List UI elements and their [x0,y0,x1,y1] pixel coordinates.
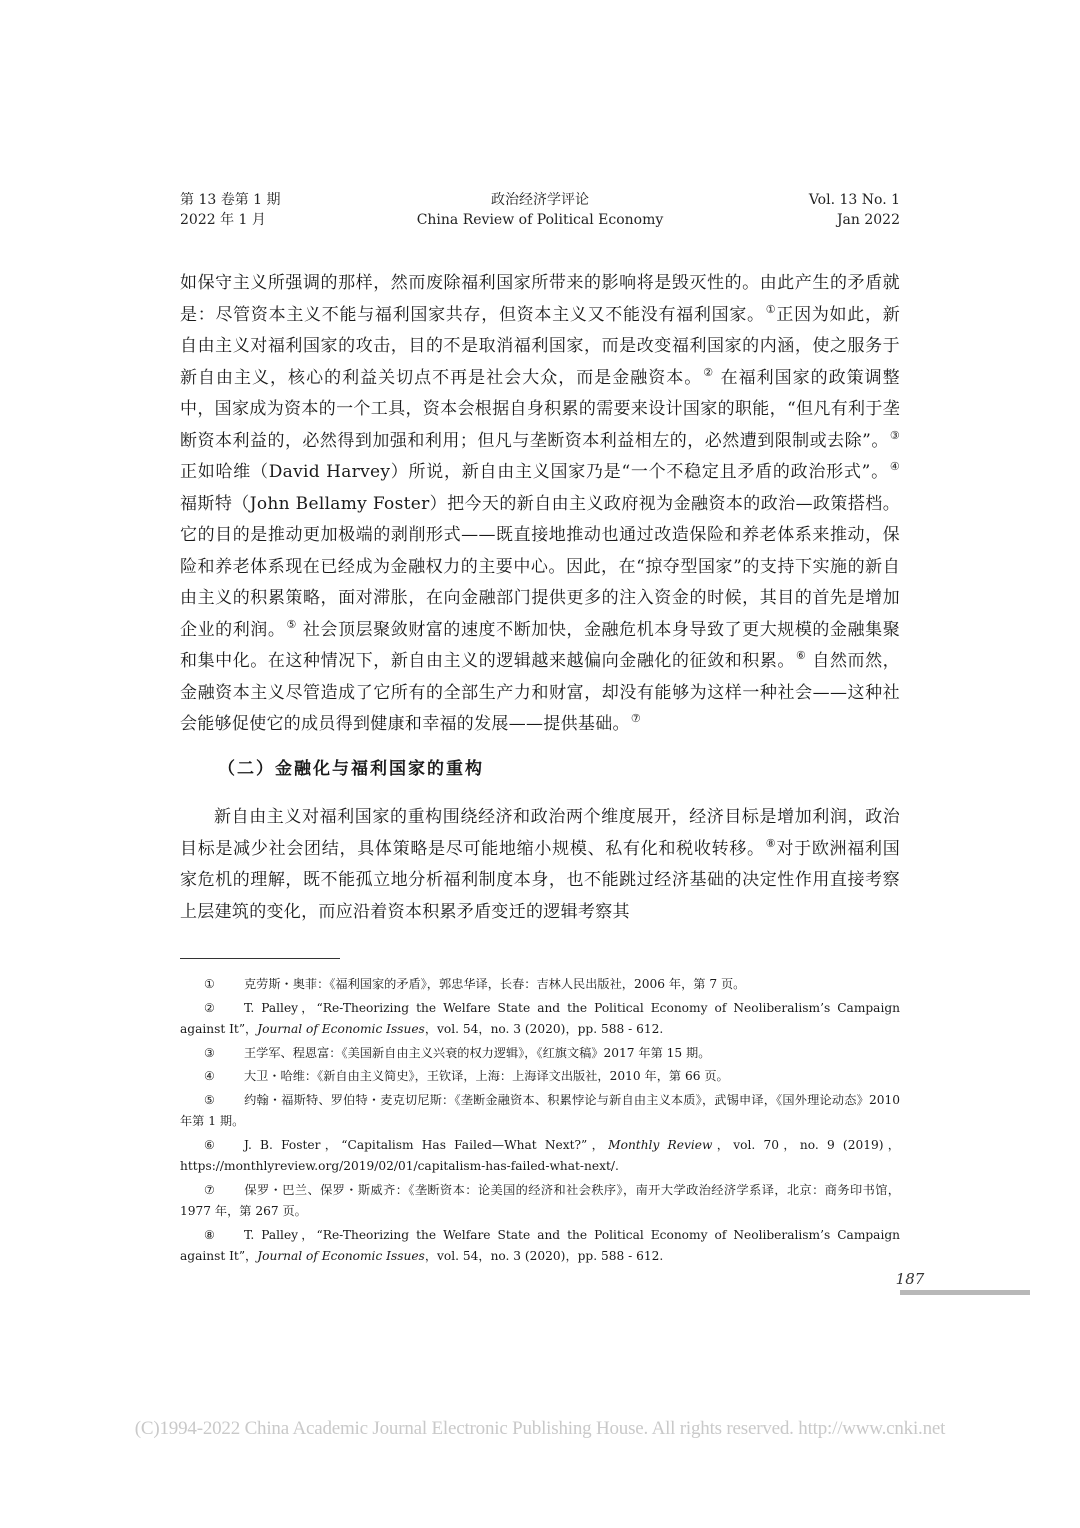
footnote-ref[interactable]: ⑥ [795,649,807,663]
header-volume: 第 13 卷第 1 期 [180,192,281,208]
footnotes [180,974,900,1270]
footnote-number: ⑧ [204,1227,215,1242]
footnote [180,1066,900,1088]
header-vol-no: Vol. 13 No. 1 [808,192,900,208]
footnote [180,998,900,1041]
footnote-number: ② [204,1000,215,1015]
footnote-number: ⑥ [204,1137,215,1152]
journal-title-cn: 政治经济学评论 [491,192,589,208]
footnote-ref[interactable]: ⑦ [630,712,641,726]
footnote-text: T. Palley，“Re-Theorizing the Welfare State and the Political Economy of Neoliberalism’s Campaign against It”， [180,1000,900,1036]
section-heading: （二）金融化与福利国家的重构 [218,758,484,779]
footnote-text: T. Palley，“Re-Theorizing the Welfare State and the Political Economy of Neoliberalism’s Campaign against It”， [180,1227,900,1263]
text-run: 自然而然，金融资本主义尽管造成了它所有的全部生产力和财富，却没有能够为这样一种社会——这种社会能够促使它的成员得到健康和幸福的发展——提供基础。 [180,651,900,734]
text-run: 福斯特（John Bellamy Foster）把今天的新自由主义政府视为金融资本的政治—政策搭档。它的目的是推动更加极端的剥削形式——既直接地推动也通过改造保险和养老体系来推动，保险和养老体系现在已经成为金融权力的主要中心。因此，在“掠夺型国家”的支持下实施的新自由主义的积累策略，面对滞胀，在向金融部门提供更多的注入资金的时候，其目的首先是增加企业的利润。 [180,493,900,640]
footnote-text: ，vol. 54，no. 3 (2020)，pp. 588 - 612. [424,1022,664,1036]
footnote [180,974,900,996]
header-issue-info [809,190,900,230]
footnote-ref[interactable]: ② [703,365,715,379]
footnote-number: ⑤ [204,1092,215,1107]
header-date-cn: 2022 年 1 月 [180,212,266,228]
footnote-text[interactable]: ，vol. 70，no. 9 (2019)，https://monthlyreview.org/2019/02/01/capitalism-has-failed-what-next/. [180,1137,900,1173]
footnote-text: 保罗・巴兰、保罗・斯威齐：《垄断资本：论美国的经济和社会秩序》，南开大学政治经济学系译，北京：商务印书馆，1977 年，第 267 页。 [180,1182,900,1218]
footnote-number: ④ [204,1069,215,1083]
text-run: 新自由主义对福利国家的重构围绕经济和政治两个维度展开，经济目标是增加利润，政治目标是减少社会团结，具体策略是尽可能地缩小规模、私有化和税收转移。 [180,807,900,859]
header-volume-info [180,190,281,230]
footnote [180,1135,900,1178]
page-number-bar [900,1290,1030,1295]
footnote-number: ⑦ [204,1182,215,1197]
footnote-ref[interactable]: ⑧ [765,836,777,850]
footnote-number: ① [204,977,215,991]
page-number: 187 [895,1270,925,1288]
footnote-text: 克劳斯・奥菲：《福利国家的矛盾》，郭忠华译，长春：吉林人民出版社，2006 年，第 7 页。 [244,977,746,991]
footnote-text: 约翰・福斯特、罗伯特・麦克切尼斯：《垄断金融资本、积累悖论与新自由主义本质》，武锡申译，《国外理论动态》2010 年第 1 期。 [180,1092,900,1128]
footnote [180,1225,900,1268]
article-body [180,268,900,928]
text-run: 在福利国家的政策调整中，国家成为资本的一个工具，资本会根据自身积累的需要来设计国家的职能，“但凡有利于垄断资本利益的，必然得到加强和利用；但凡与垄断资本利益相左的，必然遭到限制或去除”。 [180,367,900,451]
footnote-text: 王学军、程恩富：《美国新自由主义兴衰的权力逻辑》，《红旗文稿》2017 年第 15 期。 [244,1045,711,1060]
journal-name: Journal of Economic Issues [257,1022,425,1036]
text-run: 正如哈维（David Harvey）所说，新自由主义国家乃是“一个不稳定且矛盾的政治形式”。 [180,462,889,482]
header-date-en: Jan 2022 [836,212,900,228]
footnote-text: ，vol. 54，no. 3 (2020)，pp. 588 - 612. [424,1249,664,1263]
journal-title-en: China Review of Political Economy [416,212,664,228]
text-run: 正因为如此，新自由主义对福利国家的攻击，目的不是取消福利国家，而是改变福利国家的内涵，使之服务于新自由主义，核心的利益关切点不再是社会大众，而是金融资本。 [180,304,900,388]
footnote-text: 大卫・哈维：《新自由主义简史》，王钦译，上海：上海译文出版社，2010 年，第 66 页。 [244,1069,729,1083]
body-paragraph [180,802,900,928]
footnote-text: J. B. Foster，“Capitalism Has Failed—What Next?”， [244,1137,609,1152]
footnote-ref[interactable]: ④ [889,460,900,474]
footnote [180,1043,900,1065]
footnote [180,1090,900,1133]
text-run: 社会顶层聚敛财富的速度不断加快，金融危机本身导致了更大规模的金融集聚和集中化。在这种情况下，新自由主义的逻辑越来越偏向金融化的征敛和积累。 [180,619,900,671]
journal-name: Monthly Review [608,1137,713,1152]
footnote-ref[interactable]: ⑤ [286,617,297,631]
footnote [180,1180,900,1223]
text-run: 如保守主义所强调的那样，然而废除福利国家所带来的影响将是毁灭性的。由此产生的矛盾就是：尽管资本主义不能与福利国家共存，但资本主义又不能没有福利国家。 [180,273,900,325]
footnote-number: ③ [204,1045,215,1060]
body-paragraph [180,268,900,741]
footnote-divider [180,958,340,959]
footnote-ref[interactable]: ① [765,302,777,316]
copyright-notice: (C)1994-2022 China Academic Journal Electronic Publishing House. All rights reserved. http://www.cnki.net [134,1418,946,1439]
text-run: 对于欧洲福利国家危机的理解，既不能孤立地分析福利制度本身，也不能跳过经济基础的决定性作用直接考察上层建筑的变化，而应沿着资本积累矛盾变迁的逻辑考察其 [180,838,900,922]
footnote-ref[interactable]: ③ [889,428,900,442]
header-journal-title [330,190,750,230]
journal-name: Journal of Economic Issues [257,1249,425,1263]
